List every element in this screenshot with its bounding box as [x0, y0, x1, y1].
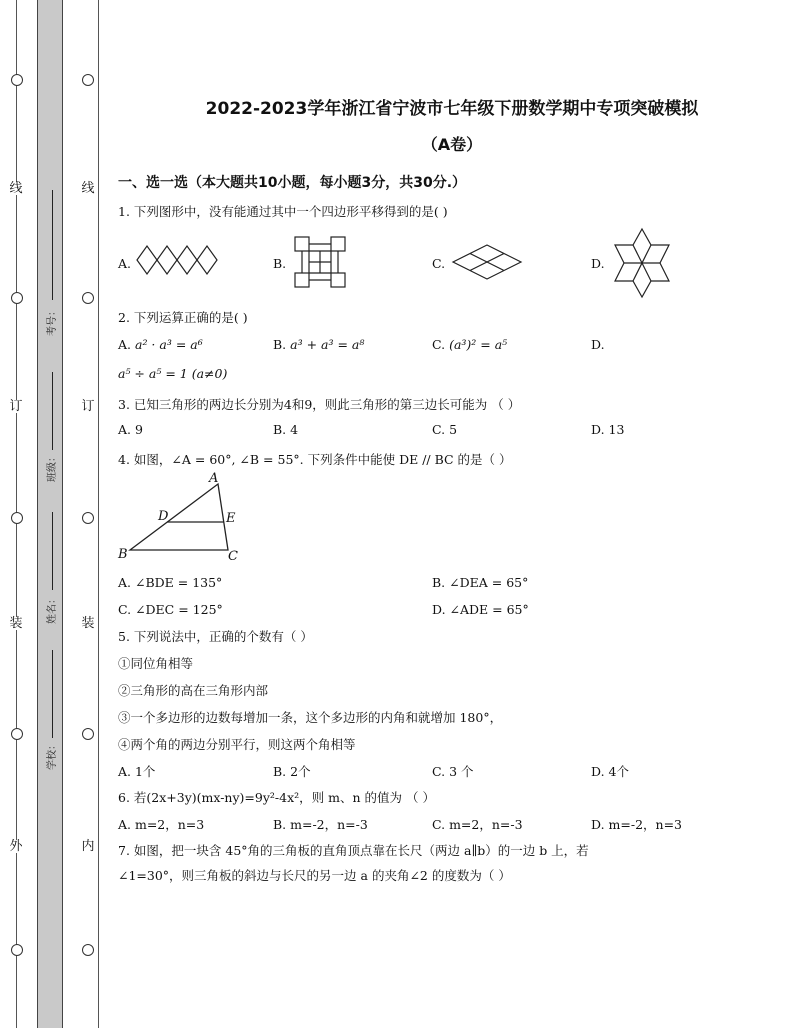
q4-option-b[interactable]: B. ∠DEA = 65°	[432, 575, 529, 590]
binding-char-ding: 订	[9, 399, 23, 414]
q4-label-d: D	[158, 509, 169, 524]
q1-figure-a	[134, 243, 220, 277]
binding-hole	[82, 512, 94, 524]
question-3-stem: 3. 已知三角形的两边长分别为4和9，则此三角形的第三边长可能为 （ ）	[118, 397, 521, 412]
q4-option-a[interactable]: A. ∠BDE = 135°	[118, 575, 223, 590]
q2-option-c-label: C.	[432, 337, 446, 352]
binding-char-zhuang: 装	[9, 616, 23, 631]
q1-figure-d	[609, 227, 675, 299]
q5-statement-1: ①同位角相等	[118, 656, 194, 671]
question-6-stem: 6. 若(2x+3y)(mx-ny)=9y²-4x²，则 m、n 的值为 （ ）	[118, 790, 435, 805]
q1-option-c-label[interactable]: C.	[432, 256, 446, 271]
q5-option-c[interactable]: C. 3 个	[432, 764, 474, 779]
inner-char-nei: 内	[81, 839, 95, 854]
q2-option-b[interactable]	[273, 337, 364, 352]
binding-hole	[11, 512, 23, 524]
q2-option-a-expr: a² · a³ = a⁶	[135, 337, 203, 352]
q5-statement-3: ③一个多边形的边数每增加一条，这个多边形的内角和就增加 180°，	[118, 710, 503, 725]
q2-option-d-label[interactable]: D.	[591, 337, 605, 352]
question-4-stem: 4. 如图，∠A = 60°, ∠B = 55°. 下列条件中能使 DE // BC 的是（ ）	[118, 452, 512, 467]
q2-option-a[interactable]	[118, 337, 203, 352]
q4-option-d[interactable]: D. ∠ADE = 65°	[432, 602, 529, 617]
q6-option-a[interactable]: A. m=2，n=3	[118, 817, 205, 832]
q4-label-e: E	[226, 511, 236, 526]
q5-statement-4: ④两个角的两边分别平行，则这两个角相等	[118, 737, 356, 752]
field-line-class[interactable]	[52, 372, 53, 450]
q3-option-c[interactable]: C. 5	[432, 422, 458, 437]
binding-hole	[11, 944, 23, 956]
q5-option-d[interactable]: D. 4个	[591, 764, 629, 779]
question-2-stem: 2. 下列运算正确的是( )	[118, 310, 248, 325]
field-label-class: 班级：	[47, 452, 58, 482]
q3-option-d[interactable]: D. 13	[591, 422, 625, 437]
inner-char-xian: 线	[81, 181, 95, 196]
q5-option-b[interactable]: B. 2个	[273, 764, 311, 779]
q3-option-a[interactable]: A. 9	[118, 422, 143, 437]
binding-hole	[11, 292, 23, 304]
binding-hole	[82, 292, 94, 304]
question-7-line-2: ∠1=30°，则三角板的斜边与长尺的另一边 a 的夹角∠2 的度数为（ ）	[118, 868, 511, 883]
inner-char-ding: 订	[81, 399, 95, 414]
q2-option-d-expr: a⁵ ÷ a⁵ = 1 (a≠0)	[118, 366, 228, 381]
binding-margin	[0, 0, 110, 1028]
q2-option-a-label: A.	[118, 337, 132, 352]
binding-hole	[82, 728, 94, 740]
binding-char-xian: 线	[9, 181, 23, 196]
page-subtitle: （A卷）	[421, 135, 483, 154]
q4-triangle-figure	[116, 472, 246, 564]
binding-hole	[82, 944, 94, 956]
q6-option-b[interactable]: B. m=-2，n=-3	[273, 817, 368, 832]
field-label-school: 学校：	[47, 740, 58, 770]
q1-option-d-label[interactable]: D.	[591, 256, 605, 271]
q4-label-c: C	[228, 549, 238, 564]
field-line-name[interactable]	[52, 512, 53, 590]
question-5-stem: 5. 下列说法中，正确的个数有（ ）	[118, 629, 313, 644]
q5-option-a[interactable]: A. 1个	[118, 764, 156, 779]
section-heading: 一、选一选（本大题共10小题，每小题3分，共30分.）	[118, 175, 467, 191]
q2-option-c-expr: (a³)² = a⁵	[449, 337, 508, 352]
q1-option-b-label[interactable]: B.	[273, 256, 287, 271]
q4-label-a: A	[209, 471, 219, 486]
page-title: 2022-2023学年浙江省宁波市七年级下册数学期中专项突破模拟	[205, 99, 699, 119]
q5-statement-2: ②三角形的高在三角形内部	[118, 683, 269, 698]
question-1-stem: 1. 下列图形中，没有能通过其中一个四边形平移得到的是( )	[118, 204, 448, 219]
q4-option-c[interactable]: C. ∠DEC = 125°	[118, 602, 223, 617]
binding-hole	[11, 74, 23, 86]
q1-option-a-label[interactable]: A.	[118, 256, 132, 271]
binding-char-wai: 外	[9, 839, 23, 854]
inner-cut-line	[98, 0, 99, 1028]
field-line-school[interactable]	[52, 650, 53, 738]
q1-figure-c	[451, 243, 523, 281]
q1-figure-b	[294, 236, 348, 290]
q6-option-d[interactable]: D. m=-2，n=3	[591, 817, 683, 832]
field-line-exam-no[interactable]	[52, 190, 53, 300]
field-label-exam-no: 考号：	[47, 306, 58, 336]
binding-hole	[11, 728, 23, 740]
question-7-line-1: 7. 如图，把一块含 45°角的三角板的直角顶点靠在长尺（两边 a∥b）的一边 b 上，若	[118, 843, 589, 858]
field-label-name: 姓名：	[47, 594, 58, 624]
q2-option-c[interactable]	[432, 337, 507, 352]
q2-option-b-expr: a³ + a³ = a⁸	[290, 337, 365, 352]
binding-band	[37, 0, 63, 1028]
inner-char-zhuang: 装	[81, 616, 95, 631]
binding-hole	[82, 74, 94, 86]
q3-option-b[interactable]: B. 4	[273, 422, 299, 437]
q6-option-c[interactable]: C. m=2，n=-3	[432, 817, 523, 832]
q4-label-b: B	[118, 547, 128, 562]
q2-option-b-label: B.	[273, 337, 287, 352]
